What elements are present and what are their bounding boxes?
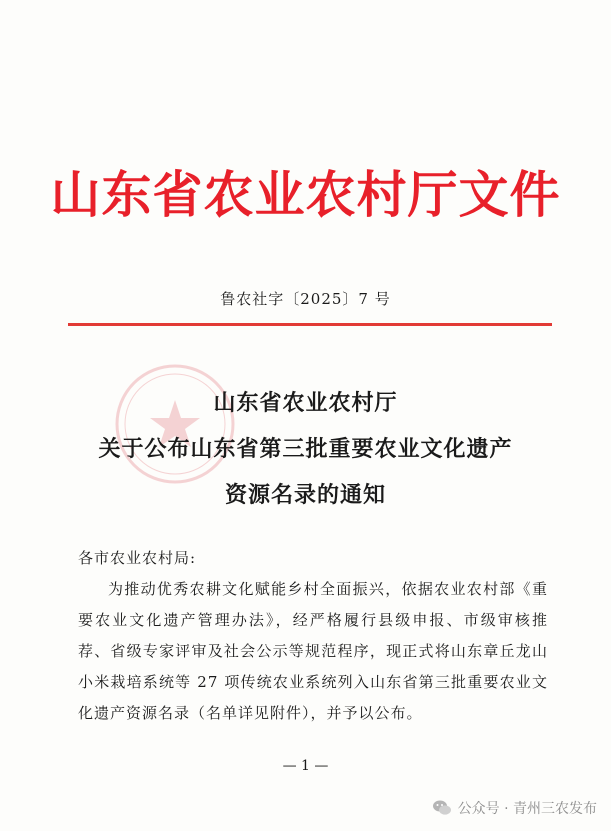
document-number: 鲁农社字〔2025〕7 号 bbox=[220, 290, 391, 308]
notice-body bbox=[78, 543, 548, 729]
salutation: 各市农业农村局: bbox=[78, 549, 197, 567]
notice-title-line: 关于公布山东省第三批重要农业文化遗产 bbox=[98, 436, 513, 462]
watermark-text: 公众号 · 青州三农发布 bbox=[457, 801, 597, 817]
header-divider bbox=[68, 323, 552, 326]
wechat-icon bbox=[432, 798, 452, 818]
notice-title-line: 山东省农业农村厅 bbox=[213, 390, 398, 416]
body-paragraph: 为推动优秀农耕文化赋能乡村全面振兴，依据农业农村部《重要农业文化遗产管理办法》，经严格履行县级申报、市级审核推荐、省级专家评审及社会公示等规范程序，现正式将山东章丘龙山小米栽培系统等 27 项传统农业系统列入山东省第三批重要农业文化遗产资源名录（名单详见附件），并予以公布。 bbox=[78, 580, 548, 722]
notice-title-line: 资源名录的通知 bbox=[224, 482, 386, 508]
wechat-watermark bbox=[432, 796, 597, 820]
document-header: 山东省农业农村厅文件 bbox=[50, 166, 561, 224]
notice-title bbox=[0, 380, 611, 518]
page-number: — 1 — bbox=[282, 758, 329, 774]
